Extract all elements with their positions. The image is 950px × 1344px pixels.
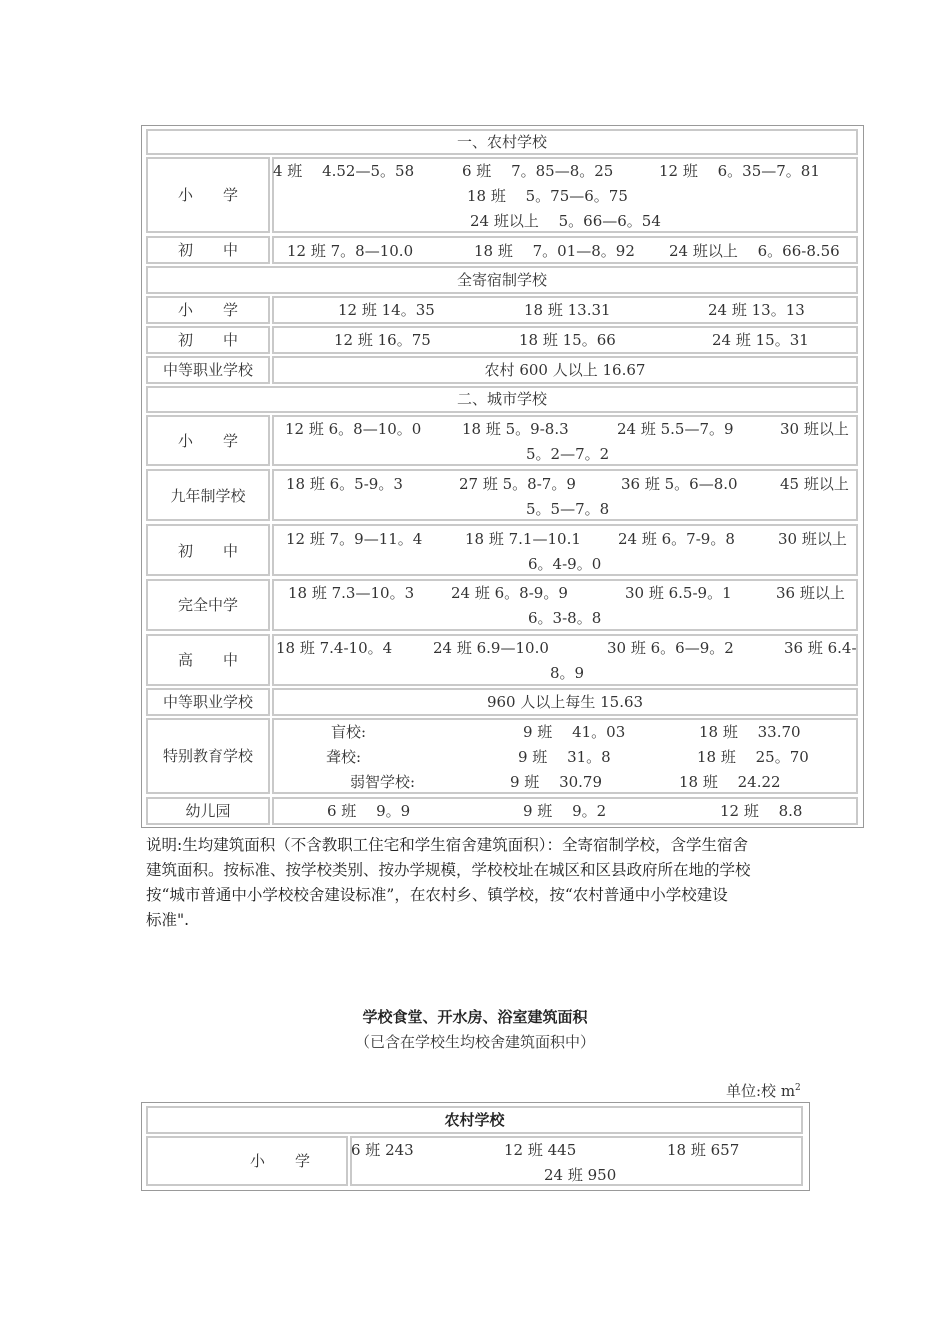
kindergarten-item: 12 班 8.8 <box>720 802 803 820</box>
vocational-urban-label: 中等职业学校 <box>162 693 253 711</box>
kindergarten-item: 6 班 9。9 <box>327 802 411 820</box>
urban-junior-line2: 6。4-9。0 <box>528 555 602 573</box>
rural-primary-item: 4 班 4.52—5。58 <box>273 162 415 180</box>
rural-junior-label: 初 中 <box>177 241 238 259</box>
senior-item: 18 班 7.4-10。4 <box>276 639 393 657</box>
special-school-name: 盲校: <box>331 723 367 741</box>
nine-year-item: 36 班 5。6—8.0 <box>621 475 738 493</box>
rural-junior-item: 18 班 7。01—8。92 <box>474 242 635 260</box>
senior-item: 36 班 6.4- <box>784 639 857 657</box>
boarding-primary-item: 24 班 13。13 <box>708 301 805 319</box>
nine-year-label: 九年制学校 <box>170 487 246 505</box>
urban-junior-item: 24 班 6。7-9。8 <box>618 530 735 548</box>
rural-primary-label: 小 学 <box>177 186 238 204</box>
complete-middle-item: 24 班 6。8-9。9 <box>451 584 568 602</box>
complete-middle-item: 18 班 7.3—10。3 <box>288 584 415 602</box>
urban-junior-item: 18 班 7.1—10.1 <box>465 530 581 548</box>
complete-middle-label: 完全中学 <box>177 596 238 614</box>
complete-middle-line2: 6。3-8。8 <box>528 609 602 627</box>
special-school-value: 9 班 41。03 <box>523 723 626 741</box>
boarding-primary-item: 12 班 14。35 <box>338 301 435 319</box>
canteen-item: 6 班 243 <box>351 1141 414 1159</box>
note-line: 按“城市普通中小学校校舍建设标准”，在农村乡、镇学校，按“农村普通中小学校建设 <box>146 886 728 904</box>
note-line: 说明:生均建筑面积（不含教职工住宅和学生宿舍建筑面积）：全寄宿制学校，含学生宿舍 <box>146 836 748 854</box>
boarding-primary-label: 小 学 <box>177 301 238 319</box>
boarding-primary-item: 18 班 13.31 <box>524 301 611 319</box>
rural-junior-item: 24 班以上 6。66-8.56 <box>669 242 840 260</box>
rural-primary-item: 6 班 7。85—8。25 <box>462 162 614 180</box>
vocational-rural-label: 中等职业学校 <box>162 361 253 379</box>
urban-primary-item: 18 班 5。9-8.3 <box>462 420 569 438</box>
special-school-value: 9 班 31。8 <box>518 748 611 766</box>
rural-primary-line2: 18 班 5。75—6。75 <box>467 187 628 205</box>
nine-year-item: 45 班以上 <box>780 475 849 493</box>
nine-year-item: 18 班 6。5-9。3 <box>286 475 403 493</box>
canteen-item: 12 班 445 <box>504 1141 577 1159</box>
urban-junior-item: 12 班 7。9—11。4 <box>286 530 423 548</box>
canteen-primary-label: 小 学 <box>249 1152 310 1170</box>
complete-middle-item: 36 班以上 <box>776 584 845 602</box>
explanatory-note <box>146 833 816 933</box>
special-school-value: 9 班 30.79 <box>510 773 603 791</box>
nine-year-item: 27 班 5。8-7。9 <box>459 475 576 493</box>
canteen-line2: 24 班 950 <box>544 1166 617 1184</box>
urban-primary-item: 24 班 5.5—7。9 <box>617 420 734 438</box>
urban-primary-line2: 5。2—7。2 <box>526 445 610 463</box>
note-line: 建筑面积。按标准、按学校类别、按办学规模，学校校址在城区和区县政府所在地的学校 <box>146 861 751 879</box>
nine-year-line2: 5。5—7。8 <box>526 500 610 518</box>
urban-primary-item: 30 班以上 <box>780 420 849 438</box>
urban-junior-label: 初 中 <box>177 542 238 560</box>
note-line: 标准". <box>146 911 190 929</box>
special-school-value: 18 班 33.70 <box>699 723 801 741</box>
section2-title: 学校食堂、开水房、浴室建筑面积 <box>362 1008 588 1026</box>
rural-header: 一、农村学校 <box>456 133 547 151</box>
boarding-header: 全寄宿制学校 <box>456 271 547 289</box>
boarding-junior-item: 24 班 15。31 <box>712 331 809 349</box>
urban-primary-item: 12 班 6。8—10。0 <box>285 420 422 438</box>
vocational-rural-value: 农村 600 人以上 16.67 <box>484 361 646 379</box>
special-school-name: 聋校: <box>326 748 362 766</box>
boarding-junior-item: 18 班 15。66 <box>519 331 616 349</box>
urban-junior-item: 30 班以上 <box>778 530 847 548</box>
rural-junior-item: 12 班 7。8—10.0 <box>287 242 414 260</box>
unit-superscript: 2 <box>795 1083 801 1093</box>
special-school-value: 18 班 24.22 <box>679 773 781 791</box>
urban-header: 二、城市学校 <box>456 390 547 408</box>
senior-item: 30 班 6。6—9。2 <box>607 639 734 657</box>
special-school-value: 18 班 25。70 <box>697 748 809 766</box>
rural-primary-line3: 24 班以上 5。66—6。54 <box>470 212 661 230</box>
unit-label <box>726 1080 801 1101</box>
canteen-item: 18 班 657 <box>667 1141 740 1159</box>
canteen-header: 农村学校 <box>444 1111 505 1129</box>
senior-item: 24 班 6.9—10.0 <box>433 639 549 657</box>
special-school-name: 弱智学校: <box>350 773 416 791</box>
senior-line2: 8。9 <box>550 664 585 682</box>
special-label: 特别教育学校 <box>162 747 253 765</box>
rural-primary-item: 12 班 6。35—7。81 <box>659 162 820 180</box>
urban-primary-label: 小 学 <box>177 432 238 450</box>
vocational-urban-value: 960 人以上每生 15.63 <box>486 693 644 711</box>
senior-label: 高 中 <box>177 651 238 669</box>
section2-subtitle: （已含在学校生均校舍建筑面积中） <box>354 1033 595 1051</box>
kindergarten-label: 幼儿园 <box>185 802 231 820</box>
boarding-junior-item: 12 班 16。75 <box>334 331 431 349</box>
kindergarten-item: 9 班 9。2 <box>523 802 607 820</box>
boarding-junior-label: 初 中 <box>177 331 238 349</box>
unit-text: 单位:校 m <box>726 1082 796 1100</box>
complete-middle-item: 30 班 6.5-9。1 <box>625 584 732 602</box>
